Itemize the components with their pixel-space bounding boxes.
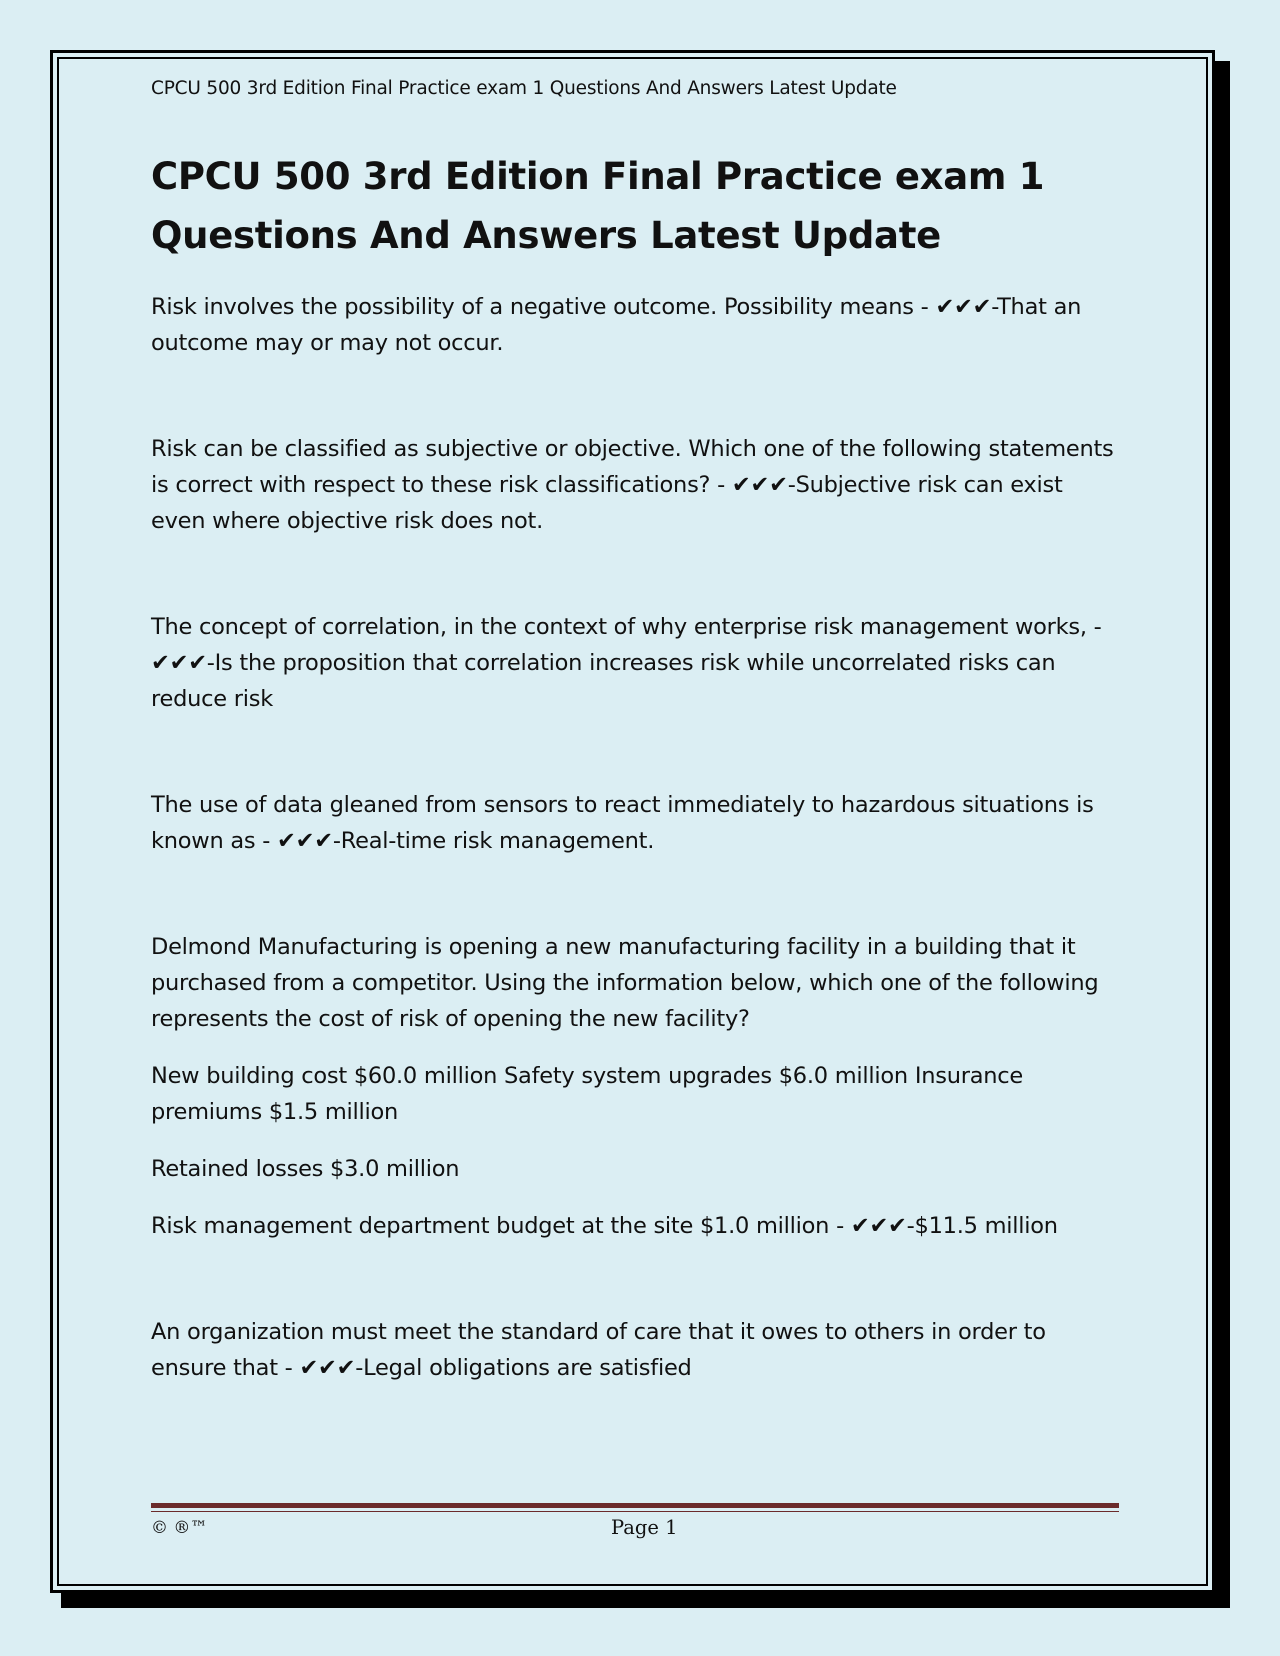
qa-text: New building cost $60.0 million Safety system upgrades $6.0 million Insurance premiums $1.5 million: [151, 1063, 1023, 1125]
document-title: CPCU 500 3rd Edition Final Practice exam 1 Questions And Answers Latest Update: [151, 155, 1045, 257]
qa-text: Delmond Manufacturing is opening a new manufacturing facility in a building that it purchased from a competitor. Using the information below, which one of the following represents the cost of risk of opening the new facility?: [151, 934, 1099, 1032]
qa-item: [151, 289, 1119, 361]
qa-text: The use of data gleaned from sensors to react immediately to hazardous situations is known as - ✔✔✔-Real-time risk management.: [151, 792, 1094, 854]
qa-text: Risk can be classified as subjective or objective. Which one of the following statements is correct with respect to these risk classifications? - ✔✔✔-Subjective risk can exist even where objective risk does not.: [151, 436, 1114, 534]
qa-item: [151, 609, 1119, 717]
qa-text: Risk involves the possibility of a negative outcome. Possibility means - ✔✔✔-That an outcome may or may not occur.: [151, 294, 1082, 356]
footer-rule: [151, 1503, 1119, 1508]
running-header: CPCU 500 3rd Edition Final Practice exam 1 Questions And Answers Latest Update: [151, 78, 897, 99]
qa-item: [151, 431, 1119, 539]
footer-rule-thin: [151, 1511, 1119, 1512]
qa-text: The concept of correlation, in the context of why enterprise risk management works, - ✔✔✔-Is the proposition that correlation increases risk while uncorrelated risks can reduce risk: [151, 614, 1102, 712]
qa-text: Risk management department budget at the site $1.0 million - ✔✔✔-$11.5 million: [151, 1213, 1058, 1239]
qa-item: [151, 929, 1119, 1244]
qa-item: [151, 787, 1119, 859]
qa-text: An organization must meet the standard of care that it owes to others in order to ensure that - ✔✔✔-Legal obligations are satisfied: [151, 1319, 1046, 1381]
page-content: [151, 76, 1119, 1456]
footer-symbols: © ®™: [151, 1518, 208, 1538]
qa-item: [151, 1314, 1119, 1386]
qa-text: Retained losses $3.0 million: [151, 1156, 460, 1182]
page-number: Page 1: [611, 1516, 678, 1539]
